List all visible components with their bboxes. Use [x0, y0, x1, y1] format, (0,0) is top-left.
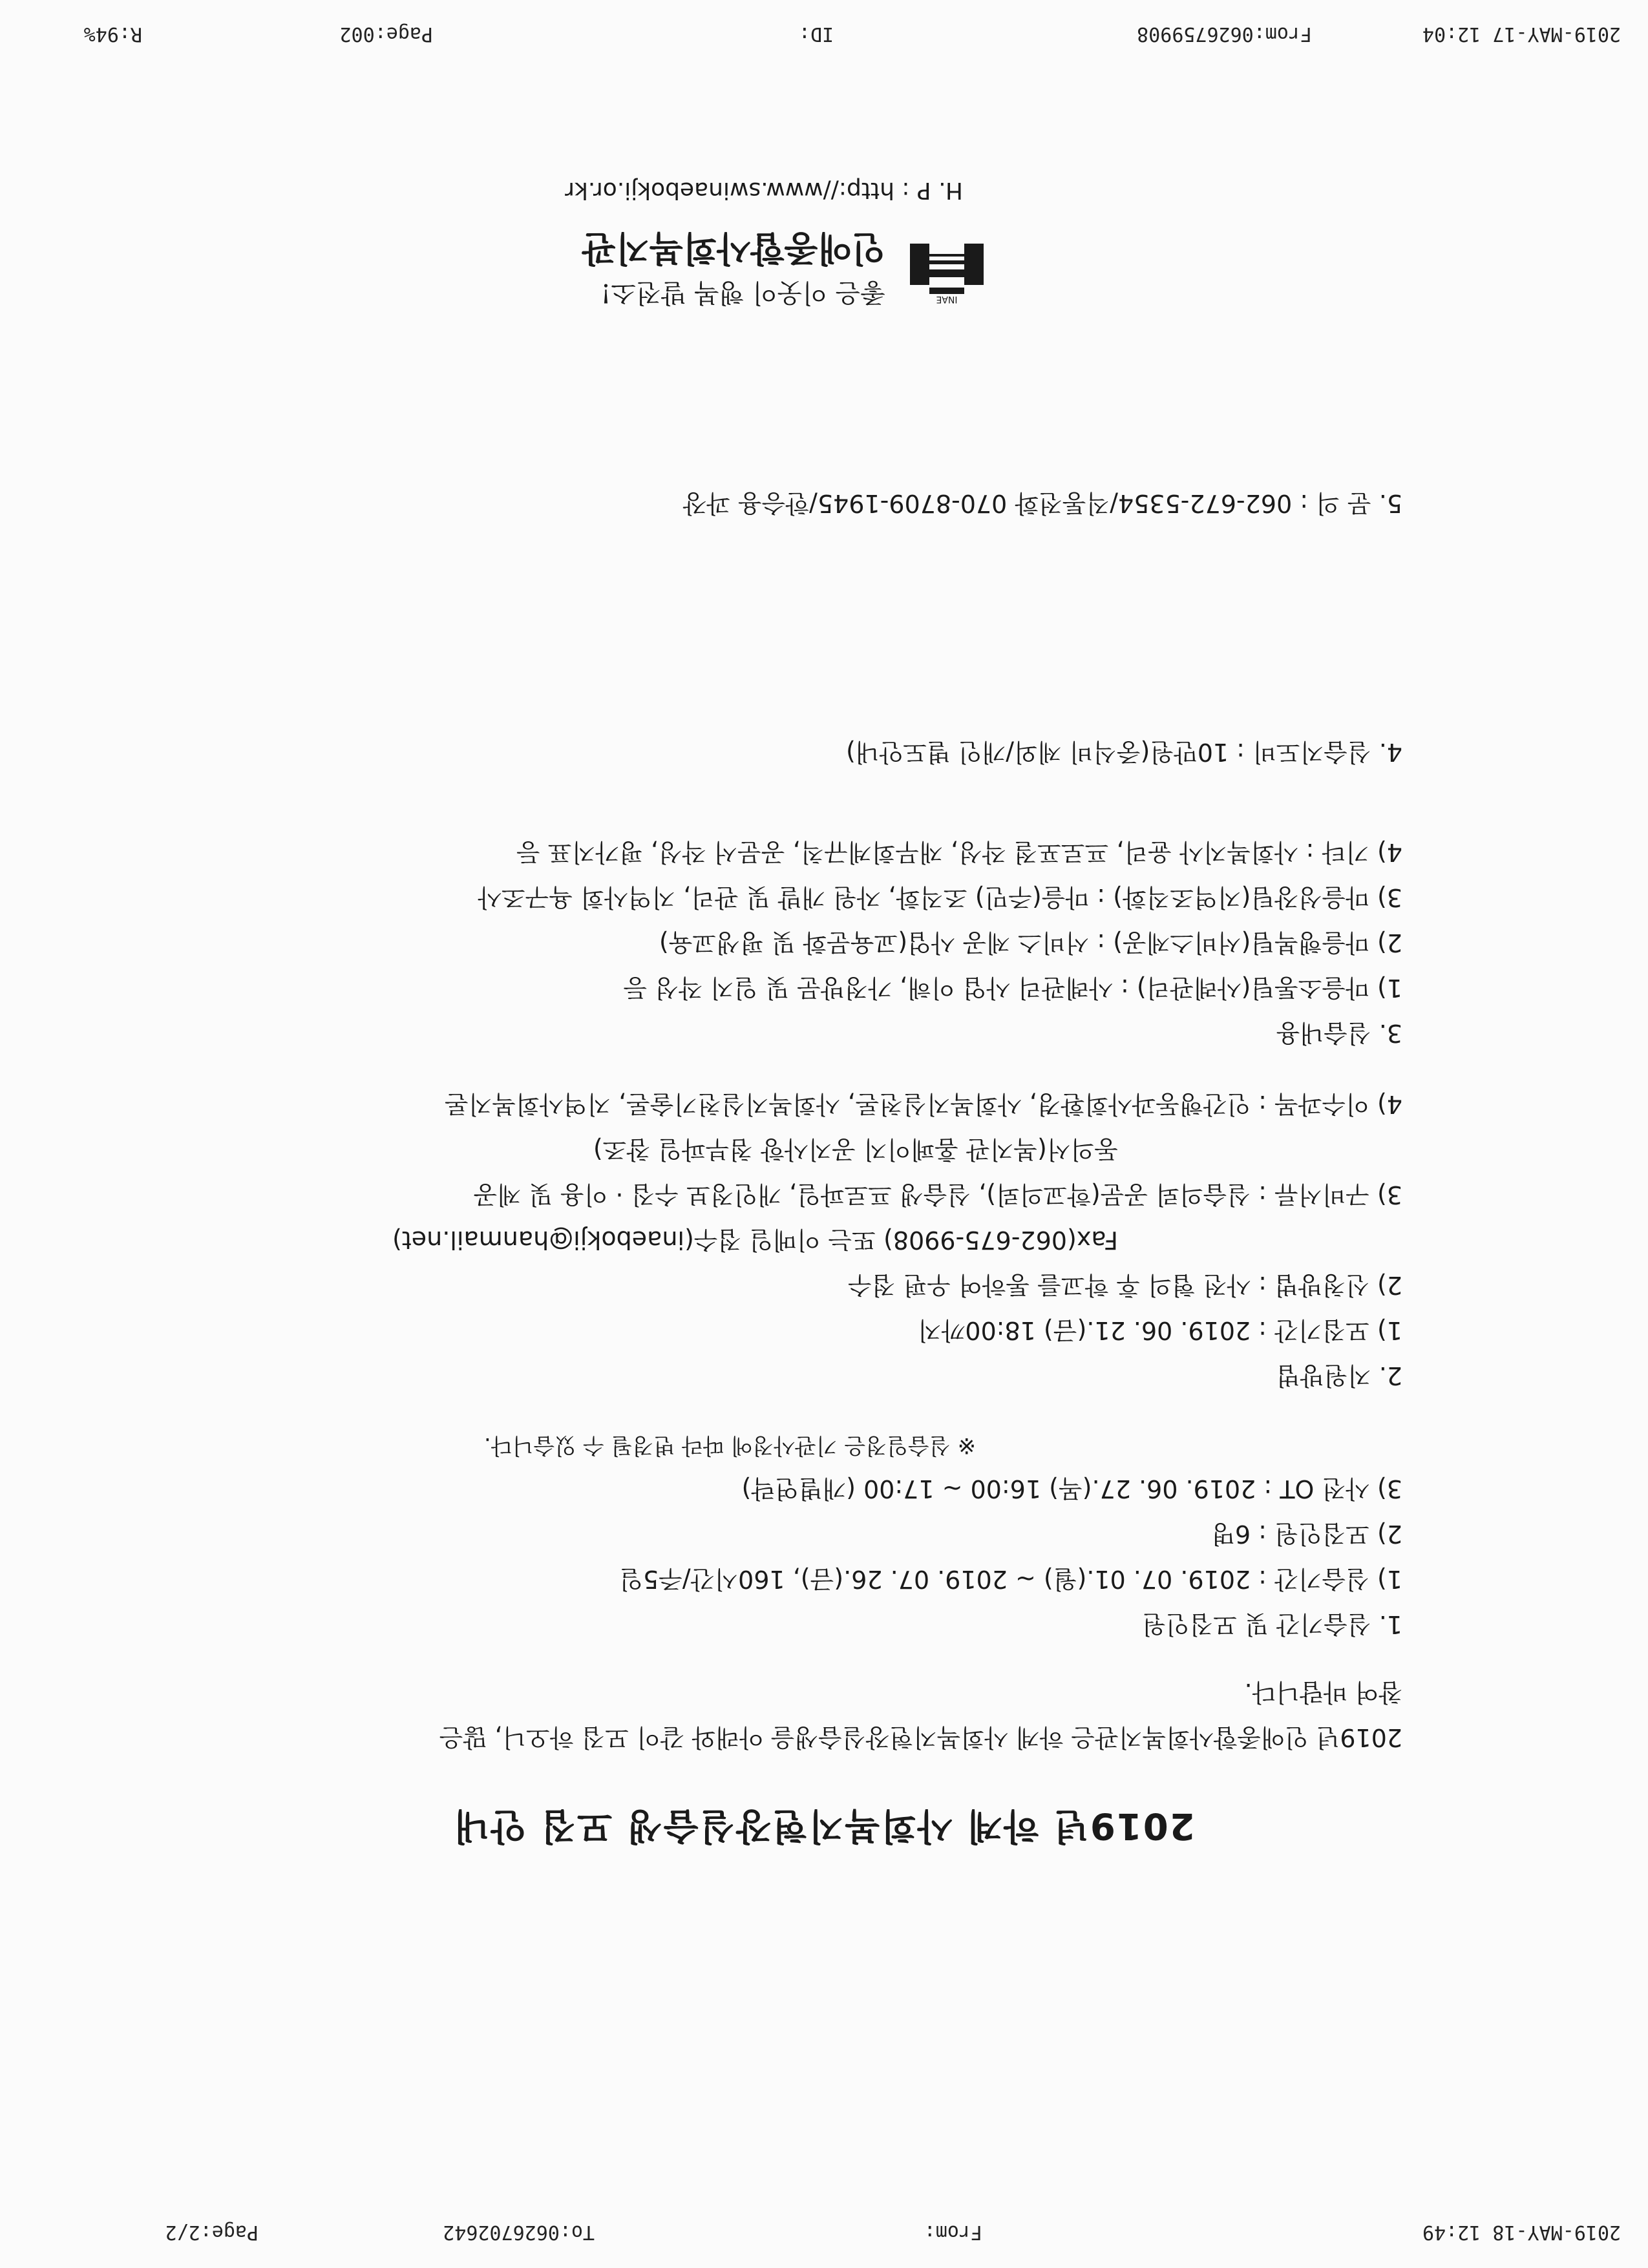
intro-line-2: 참여 바랍니다. — [1244, 1678, 1402, 1706]
section-3-item-2: 2) 마을행복팀(서비스제공) : 서비스 제공 사업(교육문화 및 평생교육) — [659, 929, 1402, 957]
section-2-item-2: 2) 신청방법 : 사전 협의 후 학교를 통하여 우편 접수 — [848, 1271, 1402, 1299]
organization-homepage: H. P : http://www.swinaebokji.or.kr — [565, 177, 963, 204]
intro-line-1: 2019년 인애종합사회복지관은 하계 사회복지현장실습생을 아래와 같이 모집 하오니, 많은 — [439, 1723, 1402, 1752]
fax-to: To:0626702642 — [443, 2221, 595, 2243]
section-1-item-3: 3) 사전 OT : 2019. 06. 27.(목) 16:00 ~ 17:00 (개별연락) — [741, 1475, 1402, 1503]
fax-sent-page: Page:002 — [339, 23, 433, 45]
section-5-heading: 5. 문 의 : 062-672-5354/직통전화 070-8709-1945/한승용 과장 — [682, 489, 1402, 518]
section-2-item-4: 4) 이수과목 : 인간행동과사회환경, 사회복지실천론, 사회복지실천기술론, 지역사회복지론 — [444, 1090, 1402, 1118]
fax-sent-timestamp: 2019-MAY-17 12:04 — [1422, 23, 1621, 45]
section-1-item-2: 2) 모집인원 : 6명 — [1211, 1520, 1402, 1548]
fax-header-sent — [0, 19, 1648, 45]
inae-logo-icon — [905, 229, 989, 313]
section-3-item-4: 4) 기타 : 사회복지사 윤리, 프로포절 작성, 재무회계규칙, 공문서 작성, 평가지표 등 — [516, 838, 1402, 866]
section-1-item-1: 1) 실습기간 : 2019. 07. 01.(월) ~ 2019. 07. 26.(금), 160시간/주5일 — [619, 1565, 1402, 1593]
section-4-heading: 4. 실습지도비 : 10만원(중식비 제외/개인 별도안내) — [845, 738, 1402, 766]
fax-sent-resolution: R:94% — [83, 23, 142, 45]
fax-timestamp: 2019-MAY-18 12:49 — [1422, 2221, 1621, 2243]
section-3-item-3: 3) 마을성장팀(지역조직화) : 마을(주민) 조직화, 자원 개발 및 관리, 지역사회 욕구조사 — [478, 883, 1402, 912]
page-title: 2019년 하계 사회복지현장실습생 모집 안내 — [453, 1805, 1195, 1847]
section-1-heading: 1. 실습기간 및 모집인원 — [1142, 1610, 1402, 1639]
fax-page: Page:2/2 — [165, 2221, 259, 2243]
fax-header-received — [0, 2218, 1648, 2243]
section-3-heading: 3. 실습내용 — [1276, 1019, 1402, 1047]
section-1-note: ※ 실습일정은 기관사정에 따라 변경될 수 있습니다. — [483, 1433, 976, 1458]
section-2-heading: 2. 지원방법 — [1276, 1361, 1402, 1390]
section-2-item-3-cont: 동의서(복지관 홈페이지 공지사항 첨부파일 참조) — [593, 1135, 1118, 1164]
section-2-item-3: 3) 구비서류 : 실습의뢰 공문(학교의뢰), 실습생 프로파일, 개인정보 수집 · 이용 및 제공 — [473, 1181, 1402, 1209]
fax-from: From: — [924, 2221, 982, 2243]
organization-slogan: 좋은 이웃이 행복 발전소! — [600, 278, 885, 308]
logo-text: INAE — [936, 294, 958, 304]
organization-name: 인애종합사회복지관 — [582, 228, 885, 269]
fax-sent-id: ID: — [798, 23, 834, 45]
section-2-item-2-cont: Fax(062-675-9908) 또는 이메일 접수(inaebokji@hanmail.net) — [392, 1226, 1118, 1254]
section-3-item-1: 1) 마을소통팀(사례관리) : 사례관리 사업 이해, 가정방문 및 일지 작성 등 — [623, 974, 1402, 1002]
fax-sent-from: From:0626759908 — [1137, 23, 1312, 45]
section-2-item-1: 1) 모집기간 : 2019. 06. 21.(금) 18:00까지 — [917, 1316, 1402, 1345]
